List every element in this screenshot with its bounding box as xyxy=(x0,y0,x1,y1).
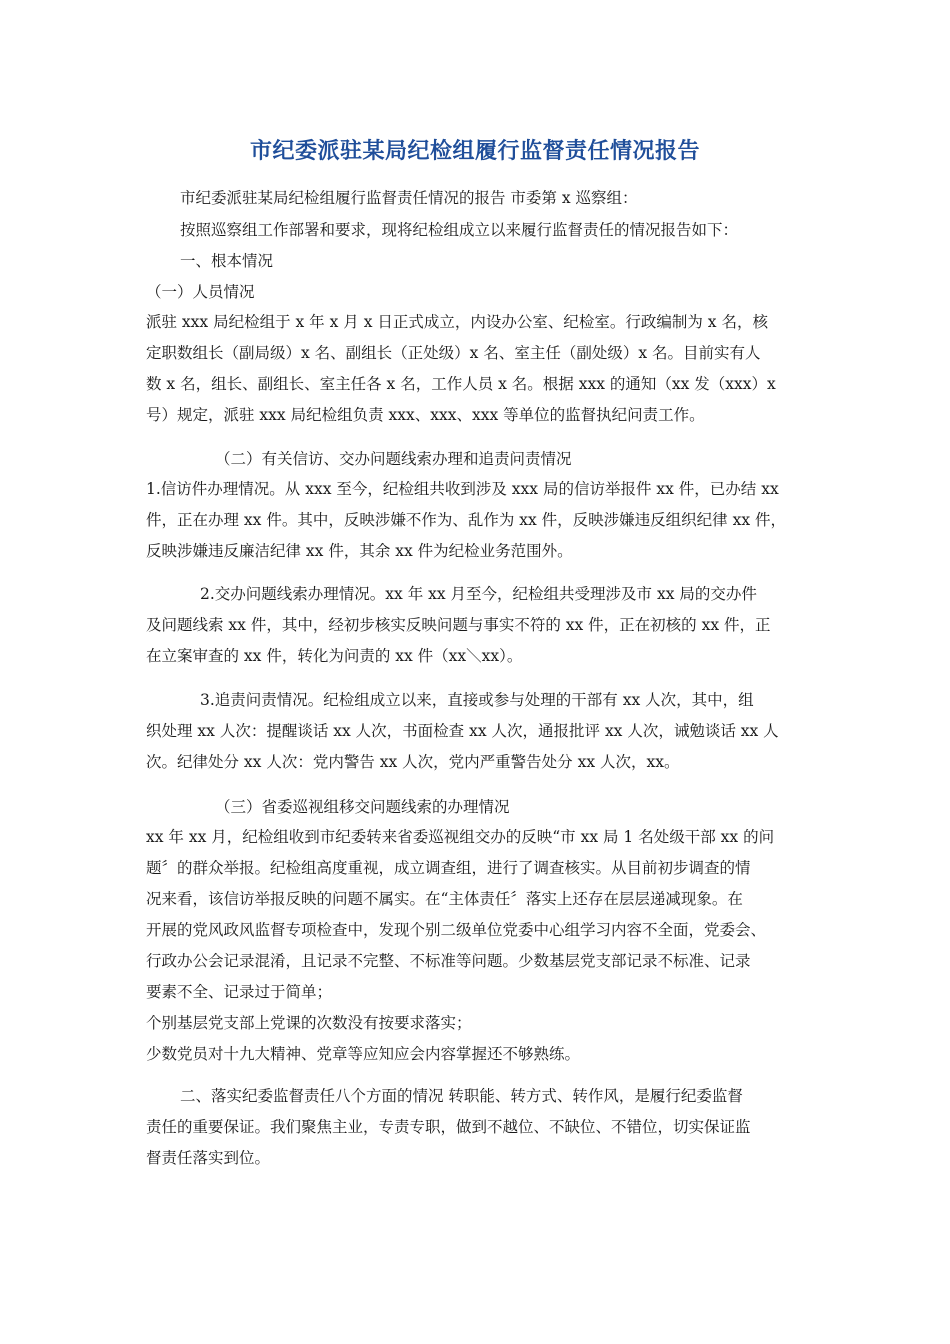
subsection-2-heading: （二）有关信访、交办问题线索办理和追责问责情况 xyxy=(215,450,572,468)
document-title: 市纪委派驻某局纪检组履行监督责任情况报告 xyxy=(249,139,700,164)
paragraph-line: 件，正在办理 xx 件。其中，反映涉嫌不作为、乱作为 xx 件，反映涉嫌违反组织纪律 xx 件， xyxy=(146,511,787,529)
paragraph-line: 派驻 xxx 局纪检组于 x 年 x 月 x 日正式成立，内设办公室、纪检室。行政编制为 x 名，核 xyxy=(146,313,768,331)
paragraph-line: 二、落实纪委监督责任八个方面的情况 转职能、转方式、转作风，是履行纪委监督 xyxy=(180,1087,743,1105)
subsection-3-paragraph xyxy=(146,822,774,1070)
paragraph-line: xx 年 xx 月，纪检组收到市纪委转来省委巡视组交办的反映“市 xx 局 1 名处级干部 xx 的问 xyxy=(146,828,775,846)
paragraph-line: 反映涉嫌违反廉洁纪律 xx 件，其余 xx 件为纪检业务范围外。 xyxy=(146,542,573,560)
intro-line-2: 按照巡察组工作部署和要求，现将纪检组成立以来履行监督责任的情况报告如下： xyxy=(180,221,739,239)
paragraph-line: 开展的党风政风监督专项检查中，发现个别二级单位党委中心组学习内容不全面，党委会、 xyxy=(146,921,767,939)
section-2-paragraph xyxy=(146,1081,751,1174)
item-3-paragraph xyxy=(146,685,779,778)
paragraph-line: 定职数组长（副局级）x 名、副组长（正处级）x 名、室主任（副处级）x 名。目前实有人 xyxy=(146,344,761,362)
subsection-1-paragraph xyxy=(146,307,776,431)
paragraph-line: 况来看，该信访举报反映的问题不属实。在“主体责任〞落实上还存在层层递减现象。在 xyxy=(146,890,743,908)
paragraph-line: 要素不全、记录过于简单； xyxy=(146,983,333,1001)
paragraph-line: 2.交办问题线索办理情况。xx 年 xx 月至今，纪检组共受理涉及市 xx 局的交办件 xyxy=(200,585,757,603)
paragraph-line: 在立案审查的 xx 件，转化为问责的 xx 件（xx＼xx）。 xyxy=(146,647,523,665)
subsection-3-heading: （三）省委巡视组移交问题线索的办理情况 xyxy=(215,798,510,816)
subsection-1-heading: （一）人员情况 xyxy=(146,283,255,301)
paragraph-line: 个别基层党支部上党课的次数没有按要求落实； xyxy=(146,1014,472,1032)
paragraph-line: 行政办公会记录混淆，且记录不完整、不标准等问题。少数基层党支部记录不标准、记录 xyxy=(146,952,751,970)
paragraph-line: 织处理 xx 人次：提醒谈话 xx 人次，书面检查 xx 人次，通报批评 xx 人次，诫勉谈话 xx 人 xyxy=(146,722,779,740)
paragraph-line: 3.追责问责情况。纪检组成立以来，直接或参与处理的干部有 xx 人次，其中，组 xyxy=(200,691,754,709)
item-1-paragraph xyxy=(146,474,786,567)
paragraph-line: 责任的重要保证。我们聚焦主业，专责专职，做到不越位、不缺位、不错位，切实保证监 xyxy=(146,1118,751,1136)
item-2-paragraph xyxy=(146,579,771,672)
section-1-heading: 一、根本情况 xyxy=(180,252,274,270)
paragraph-line: 1.信访件办理情况。从 xxx 至今，纪检组共收到涉及 xxx 局的信访举报件 xx 件，已办结 xx xyxy=(146,480,779,498)
paragraph-line: 督责任落实到位。 xyxy=(146,1149,271,1167)
paragraph-line: 题〞的群众举报。纪检组高度重视，成立调查组，进行了调查核实。从目前初步调查的情 xyxy=(146,859,751,877)
paragraph-line: 次。纪律处分 xx 人次：党内警告 xx 人次，党内严重警告处分 xx 人次，xx。 xyxy=(146,753,680,771)
paragraph-line: 及问题线索 xx 件，其中，经初步核实反映问题与事实不符的 xx 件，正在初核的 xx 件，正 xyxy=(146,616,771,634)
paragraph-line: 号）规定，派驻 xxx 局纪检组负责 xxx、xxx、xxx 等单位的监督执纪问责工作。 xyxy=(146,406,705,424)
intro-line-1: 市纪委派驻某局纪检组履行监督责任情况的报告 市委第 x 巡察组： xyxy=(180,189,638,207)
paragraph-line: 少数党员对十九大精神、党章等应知应会内容掌握还不够熟练。 xyxy=(146,1045,581,1063)
paragraph-line: 数 x 名，组长、副组长、室主任各 x 名，工作人员 x 名。根据 xxx 的通知（xx 发（xxx）x xyxy=(146,375,776,393)
